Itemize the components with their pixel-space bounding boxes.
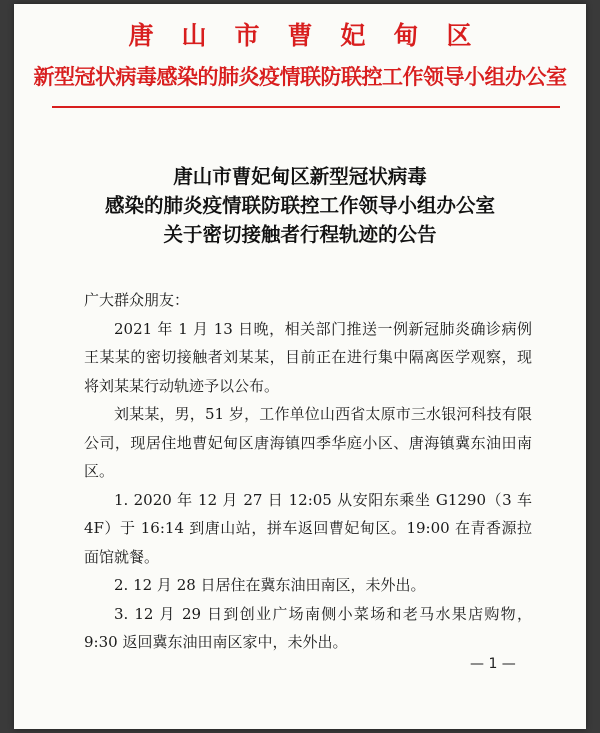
page-number: — 1 —	[470, 656, 516, 672]
letterhead-divider	[52, 106, 560, 108]
paragraph: 2. 12 月 28 日居住在冀东油田南区，未外出。	[114, 576, 426, 594]
announcement-body	[84, 286, 532, 657]
title-line-3: 关于密切接触者行程轨迹的公告	[163, 223, 437, 246]
letterhead-office: 新型冠状病毒感染的肺炎疫情联防联控工作领导小组办公室	[33, 65, 567, 89]
announcement-title	[14, 162, 586, 249]
paragraph: 1. 2020 年 12 月 27 日 12:05 从安阳东乘坐 G1290（3 车 4F）于 16:14 到唐山站，拼车返回曹妃甸区。19:00 在青香源拉面馆就餐。	[84, 490, 532, 566]
salutation: 广大群众朋友：	[84, 291, 190, 309]
letterhead	[14, 18, 586, 94]
title-line-2: 感染的肺炎疫情联防联控工作领导小组办公室	[104, 194, 495, 217]
letterhead-district: 唐山市曹妃甸区	[128, 21, 500, 50]
paragraph: 2021 年 1 月 13 日晚，相关部门推送一例新冠肺炎确诊病例王某某的密切接触者刘某某，目前正在进行集中隔离医学观察，现将刘某某行动轨迹予以公布。	[84, 319, 532, 395]
paragraph: 3. 12 月 29 日到创业广场南侧小菜场和老马水果店购物，9:30 返回冀东油田南区家中，未外出。	[84, 604, 532, 651]
title-line-1: 唐山市曹妃甸区新型冠状病毒	[173, 165, 427, 188]
document-page	[14, 4, 586, 729]
paragraph: 刘某某，男，51 岁，工作单位山西省太原市三水银河科技有限公司，现居住地曹妃甸区唐海镇四季华庭小区、唐海镇冀东油田南区。	[84, 405, 532, 480]
